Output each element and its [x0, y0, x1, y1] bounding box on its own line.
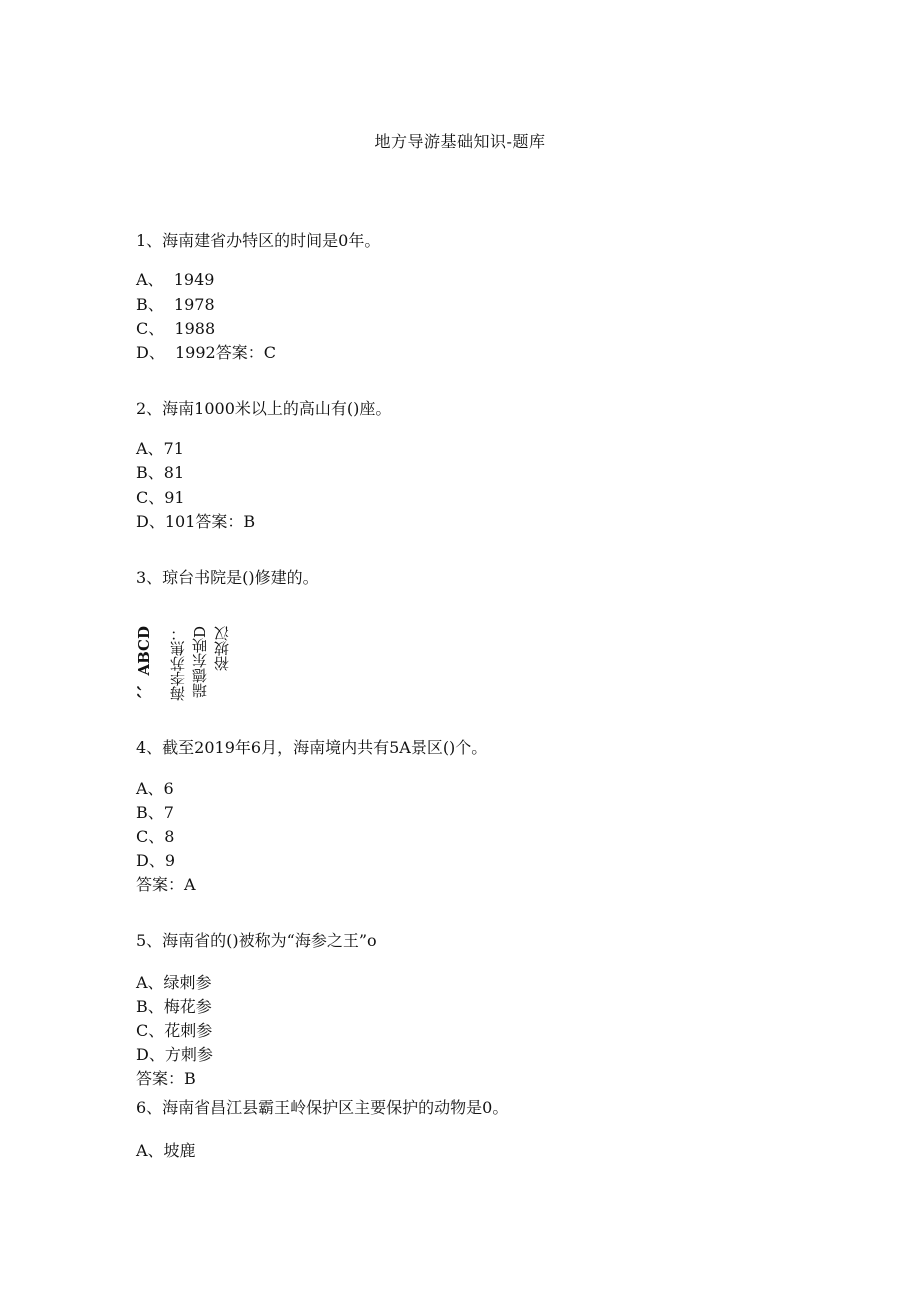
question-3-options-col1: 海李苏焦： — [169, 626, 187, 701]
question-5-option-a: A、绿刺参 — [136, 973, 212, 992]
question-4-stem: 4、截至2019年6月，海南境内共有5A景区()个。 — [136, 738, 488, 757]
question-4-option-c: C、8 — [136, 827, 175, 846]
question-1-option-b: B、 1978 — [136, 295, 215, 314]
question-3-options-col2: 瑞德东映D — [191, 626, 209, 699]
question-2-stem: 2、海南1000米以上的高山有()座。 — [136, 399, 392, 418]
question-3-rotated-options — [136, 626, 246, 706]
question-1-stem: 1、海南建省办特区的时间是0年。 — [136, 231, 381, 250]
page-title: 地方导游基础知识-题库 — [374, 132, 546, 151]
question-5-stem: 5、海南省的()被称为“海参之王”o — [136, 931, 377, 950]
question-3-stem: 3、琼台书院是()修建的。 — [136, 568, 319, 587]
question-5-option-d: D、方刺参 — [136, 1045, 213, 1064]
question-6-stem: 6、海南省昌江县霸王岭保护区主要保护的动物是0。 — [136, 1098, 509, 1117]
question-3-options-col3: 裕坡汉 — [213, 626, 231, 671]
question-4-option-d: D、9 — [136, 851, 176, 870]
question-4-option-a: A、6 — [136, 779, 174, 798]
question-5-option-b: B、梅花参 — [136, 997, 212, 1016]
question-2-option-d: D、101答案：B — [136, 512, 256, 531]
question-2-option-b: B、81 — [136, 463, 185, 482]
question-5-answer: 答案：B — [136, 1069, 196, 1088]
question-2-option-a: A、71 — [136, 439, 184, 458]
question-1-option-a: A、 1949 — [136, 270, 215, 289]
question-1-option-d: D、 1992答案：C — [136, 343, 276, 362]
question-1-option-c: C、 1988 — [136, 319, 216, 338]
question-5-option-c: C、花刺参 — [136, 1021, 213, 1040]
question-4-option-b: B、7 — [136, 803, 174, 822]
question-2-option-c: C、91 — [136, 488, 185, 507]
question-6-option-a: A、坡鹿 — [136, 1141, 196, 1160]
question-4-answer: 答案：A — [136, 875, 196, 894]
question-3-option-letters: 、、ABCD — [135, 626, 153, 699]
